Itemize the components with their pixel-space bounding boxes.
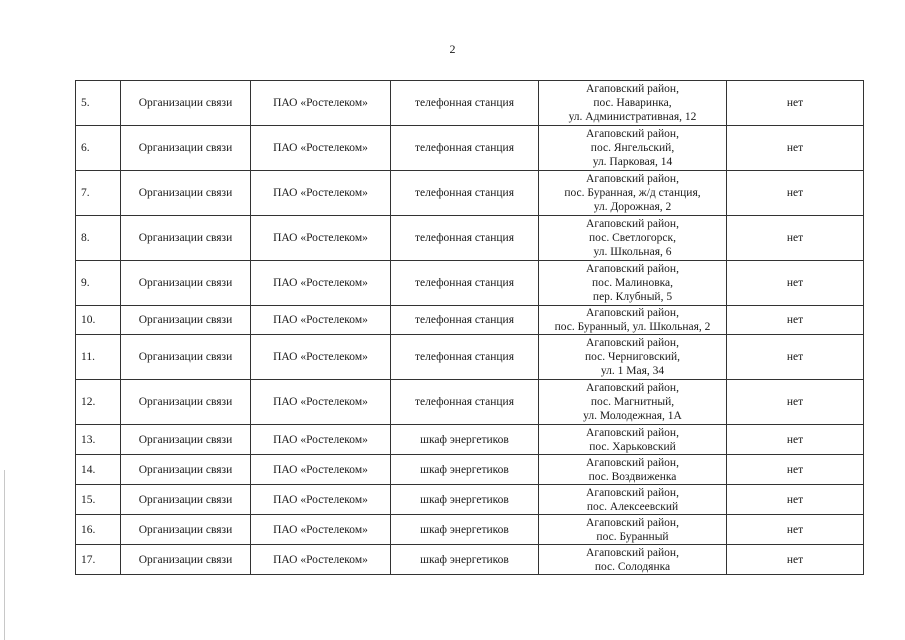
row-number-cell: 6.: [76, 126, 121, 171]
object-type-cell: телефонная станция: [391, 261, 539, 306]
row-number-cell: 11.: [76, 335, 121, 380]
address-line: пос. Буранный: [596, 530, 669, 543]
note-cell: нет: [727, 515, 864, 545]
category-cell: Организации связи: [121, 515, 251, 545]
address-line: Агаповский район,: [586, 516, 679, 529]
address-line: пос. Солодянка: [594, 560, 671, 573]
address-line: пос. Буранная, ж/д станция,: [564, 187, 701, 199]
object-type-cell: телефонная станция: [391, 380, 539, 425]
note-cell: нет: [727, 380, 864, 425]
category-cell: Организации связи: [121, 306, 251, 335]
note-cell: нет: [727, 261, 864, 306]
row-number-cell: 12.: [76, 380, 121, 425]
object-type-cell: телефонная станция: [391, 126, 539, 171]
row-number-cell: 9.: [76, 261, 121, 306]
address-line: Агаповский район,: [586, 456, 679, 469]
address-cell: [539, 455, 727, 485]
address-line: пос. Светлогорск,: [589, 232, 676, 244]
address-line: Агаповский район,: [586, 173, 679, 185]
note-cell: нет: [727, 485, 864, 515]
address-cell: [539, 335, 727, 380]
address-cell: [539, 216, 727, 261]
object-type-cell: шкаф энергетиков: [391, 485, 539, 515]
address-line: ул. Школьная, 6: [593, 246, 672, 258]
row-number-cell: 16.: [76, 515, 121, 545]
address-line: ул. 1 Мая, 34: [600, 365, 665, 377]
organization-cell: ПАО «Ростелеком»: [251, 216, 391, 261]
category-cell: Организации связи: [121, 171, 251, 216]
address-cell: [539, 515, 727, 545]
category-cell: Организации связи: [121, 455, 251, 485]
row-number-cell: 14.: [76, 455, 121, 485]
address-cell: [539, 425, 727, 455]
category-cell: Организации связи: [121, 81, 251, 126]
address-line: ул. Дорожная, 2: [593, 201, 672, 213]
table-row: [76, 126, 864, 171]
category-cell: Организации связи: [121, 261, 251, 306]
note-cell: нет: [727, 335, 864, 380]
note-cell: нет: [727, 455, 864, 485]
category-cell: Организации связи: [121, 485, 251, 515]
address-line: пос. Воздвиженка: [588, 470, 677, 483]
address-line: ул. Молодежная, 1А: [583, 410, 682, 422]
row-number-cell: 15.: [76, 485, 121, 515]
note-cell: нет: [727, 216, 864, 261]
address-line: Агаповский район,: [586, 486, 679, 499]
address-line: Агаповский район,: [586, 307, 679, 319]
address-line: Агаповский район,: [586, 426, 679, 439]
address-line: Агаповский район,: [586, 128, 679, 140]
address-line: пер. Клубный, 5: [592, 291, 673, 303]
address-line: Агаповский район,: [586, 263, 679, 275]
organization-cell: ПАО «Ростелеком»: [251, 335, 391, 380]
table-row: [76, 335, 864, 380]
address-line: Агаповский район,: [586, 337, 679, 349]
row-number-cell: 10.: [76, 306, 121, 335]
object-type-cell: телефонная станция: [391, 306, 539, 335]
note-cell: нет: [727, 81, 864, 126]
row-number-cell: 5.: [76, 81, 121, 126]
address-cell: [539, 485, 727, 515]
address-cell: [539, 306, 727, 335]
table-row: [76, 261, 864, 306]
address-line: пос. Харьковский: [589, 440, 676, 453]
category-cell: Организации связи: [121, 216, 251, 261]
organization-cell: ПАО «Ростелеком»: [251, 81, 391, 126]
page-number: 2: [449, 42, 456, 56]
note-cell: нет: [727, 171, 864, 216]
organization-cell: ПАО «Ростелеком»: [251, 545, 391, 575]
category-cell: Организации связи: [121, 425, 251, 455]
address-line: пос. Магнитный,: [590, 396, 675, 408]
objects-table: [75, 80, 864, 575]
object-type-cell: телефонная станция: [391, 81, 539, 126]
address-line: пос. Янгельский,: [590, 142, 675, 154]
object-type-cell: шкаф энергетиков: [391, 545, 539, 575]
object-type-cell: шкаф энергетиков: [391, 455, 539, 485]
table-row: [76, 81, 864, 126]
table-row: [76, 216, 864, 261]
address-cell: [539, 81, 727, 126]
address-line: пос. Малиновка,: [591, 277, 674, 289]
organization-cell: ПАО «Ростелеком»: [251, 485, 391, 515]
object-type-cell: телефонная станция: [391, 171, 539, 216]
address-line: ул. Административная, 12: [568, 111, 697, 123]
address-line: ул. Парковая, 14: [592, 156, 673, 168]
object-type-cell: шкаф энергетиков: [391, 515, 539, 545]
row-number-cell: 7.: [76, 171, 121, 216]
note-cell: нет: [727, 425, 864, 455]
note-cell: нет: [727, 306, 864, 335]
address-line: Агаповский район,: [586, 382, 679, 394]
note-cell: нет: [727, 126, 864, 171]
organization-cell: ПАО «Ростелеком»: [251, 425, 391, 455]
table-row: [76, 455, 864, 485]
table-row: [76, 485, 864, 515]
address-cell: [539, 545, 727, 575]
table-row: [76, 306, 864, 335]
table-row: [76, 515, 864, 545]
organization-cell: ПАО «Ростелеком»: [251, 306, 391, 335]
address-cell: [539, 380, 727, 425]
row-number-cell: 17.: [76, 545, 121, 575]
organization-cell: ПАО «Ростелеком»: [251, 455, 391, 485]
address-line: Агаповский район,: [586, 218, 679, 230]
table-row: [76, 380, 864, 425]
category-cell: Организации связи: [121, 126, 251, 171]
scan-edge-mark: [4, 470, 5, 640]
address-line: пос. Черниговский,: [584, 351, 681, 363]
table-body: [76, 81, 864, 575]
address-line: Агаповский район,: [586, 546, 679, 559]
table-row: [76, 545, 864, 575]
table-row: [76, 425, 864, 455]
category-cell: Организации связи: [121, 545, 251, 575]
organization-cell: ПАО «Ростелеком»: [251, 126, 391, 171]
address-cell: [539, 126, 727, 171]
address-cell: [539, 171, 727, 216]
organization-cell: ПАО «Ростелеком»: [251, 515, 391, 545]
category-cell: Организации связи: [121, 380, 251, 425]
organization-cell: ПАО «Ростелеком»: [251, 261, 391, 306]
object-type-cell: шкаф энергетиков: [391, 425, 539, 455]
address-cell: [539, 261, 727, 306]
object-type-cell: телефонная станция: [391, 335, 539, 380]
object-type-cell: телефонная станция: [391, 216, 539, 261]
category-cell: Организации связи: [121, 335, 251, 380]
address-line: Агаповский район,: [586, 83, 679, 95]
organization-cell: ПАО «Ростелеком»: [251, 171, 391, 216]
address-line: пос. Буранный, ул. Школьная, 2: [554, 321, 711, 333]
address-line: пос. Алексеевский: [586, 500, 679, 513]
note-cell: нет: [727, 545, 864, 575]
organization-cell: ПАО «Ростелеком»: [251, 380, 391, 425]
address-line: пос. Наваринка,: [593, 97, 672, 109]
row-number-cell: 13.: [76, 425, 121, 455]
row-number-cell: 8.: [76, 216, 121, 261]
table-row: [76, 171, 864, 216]
